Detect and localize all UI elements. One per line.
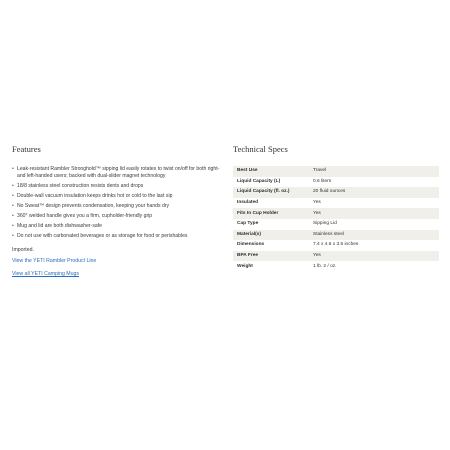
- features-list: [12, 166, 226, 239]
- spec-row: [233, 240, 439, 251]
- feature-item: • Do not use with carbonated beverages or as storage for food or perishables: [12, 233, 226, 240]
- spec-key: Cap Type: [237, 221, 259, 227]
- spec-key: Dimensions: [237, 242, 265, 248]
- feature-item: • Double-wall vacuum insulation keeps drinks hot or cold to the last sip: [12, 193, 226, 200]
- spec-row: [233, 251, 439, 262]
- specs-table: [233, 166, 439, 272]
- spec-row: [233, 219, 439, 230]
- spec-value: Yes: [309, 251, 439, 262]
- spec-row: [233, 208, 439, 219]
- camping-mugs-link[interactable]: View all YETI Camping Mugs: [12, 271, 79, 278]
- spec-row: [233, 166, 439, 177]
- spec-value: Yes: [313, 200, 321, 206]
- spec-key: BPA Free: [233, 251, 309, 262]
- spec-row: [233, 261, 439, 272]
- spec-key: Best Use: [233, 166, 309, 177]
- spec-key: Liquid Capacity (fl. oz.): [233, 187, 309, 198]
- features-heading: Features: [12, 144, 41, 154]
- product-line-link[interactable]: View the YETI Rambler Product Line: [12, 258, 97, 265]
- spec-value: 7.4 x 4.6 x 3.5 inches: [313, 242, 359, 248]
- spec-key: Insulated: [237, 200, 259, 206]
- spec-value: Travel: [309, 166, 439, 177]
- spec-row: [233, 187, 439, 198]
- spec-row: [233, 230, 439, 241]
- spec-value: 1 lb. 2 / oz.: [313, 263, 337, 269]
- spec-key: Material(s): [233, 230, 309, 241]
- spec-value: Sipping Lid: [313, 221, 337, 227]
- features-section: [12, 144, 226, 284]
- spec-value: 20 fluid ounces: [309, 187, 439, 198]
- spec-key: Fits In Cup Holder: [233, 208, 309, 219]
- feature-item: • 360° welded handle gives you a firm, cupholder-friendly grip: [12, 213, 226, 220]
- spec-key: Liquid Capacity (L): [237, 178, 281, 184]
- feature-item: • Mug and lid are both dishwasher-safe: [12, 223, 226, 230]
- feature-item: • No Sweat™ design prevents condensation, keeping your hands dry: [12, 203, 226, 210]
- spec-value: Yes: [309, 208, 439, 219]
- spec-row: [233, 177, 439, 188]
- spec-value: 0.6 liters: [313, 178, 332, 184]
- imported-note: Imported.: [12, 247, 34, 254]
- technical-specs-section: [233, 144, 439, 272]
- spec-key: Weight: [237, 263, 253, 269]
- spec-row: [233, 198, 439, 209]
- spec-value: Stainless steel: [309, 230, 439, 241]
- feature-item: • Leak-resistant Rambler Stronghold™ sipping lid easily rotates to twist on/off for both right- and left-handed users; backed with dual-slider magnet technology: [12, 166, 226, 179]
- feature-item: • 18/8 stainless steel construction resists dents and drops: [12, 183, 226, 190]
- specs-heading: Technical Specs: [233, 144, 288, 154]
